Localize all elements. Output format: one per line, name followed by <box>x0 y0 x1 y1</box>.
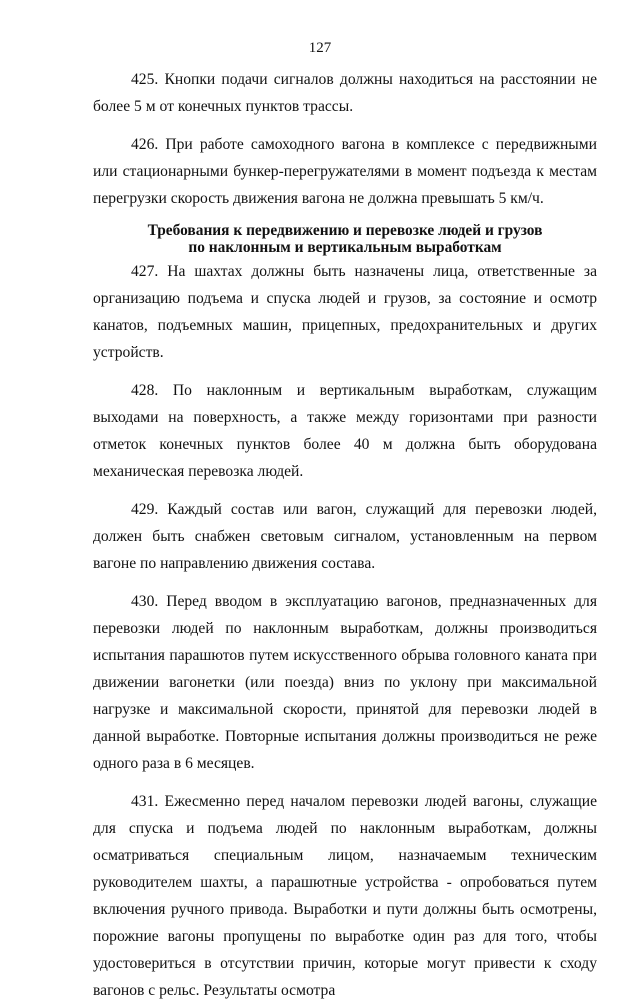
document-body <box>93 66 597 1004</box>
paragraph-427: 427. На шахтах должны быть назначены лица, ответственные за организацию подъема и спуска людей и грузов, за состояние и осмотр канатов, подъемных машин, прицепных, предохранительных и других устройств. <box>93 263 597 361</box>
paragraph-431: 431. Ежесменно перед началом перевозки людей вагоны, служащие для спуска и подъема людей по наклонным выработкам, должны осматриваться специальным лицом, назначаемым техническим руководителем шахты, а парашютные устройства - опробоваться путем включения ручного привода. Выработки и пути должны быть осмотрены, порожние вагоны пропущены по выработке один раз для того, чтобы удостовериться в отсутствии причин, которые могут привести к сходу вагонов с рельс. Результаты осмотра <box>93 793 597 999</box>
paragraph-430: 430. Перед вводом в эксплуатацию вагонов, предназначенных для перевозки людей по наклонным выработкам, должны производиться испытания парашютов путем искусственного обрыва головного каната при движении вагонетки (или поезда) вниз по уклону при максимальной нагрузке и максимальной скорости, принятой для перевозки людей в данной выработке. Повторные испытания должны производиться не реже одного раза в 6 месяцев. <box>93 593 597 772</box>
paragraph-425: 425. Кнопки подачи сигналов должны находиться на расстоянии не более 5 м от конечных пунктов трассы. <box>93 71 597 115</box>
paragraph-429: 429. Каждый состав или вагон, служащий для перевозки людей, должен быть снабжен световым сигналом, установленным на первом вагоне по направлению движения состава. <box>93 501 597 572</box>
page-number: 127 <box>308 40 332 56</box>
section-heading <box>93 222 597 256</box>
paragraph-426: 426. При работе самоходного вагона в комплексе с передвижными или стационарными бункер-перегружателями в момент подъезда к местам перегрузки скорость движения вагона не должна превышать 5 км/ч. <box>93 136 597 207</box>
section-heading-line-1: Требования к передвижению и перевозке людей и грузов <box>147 222 543 239</box>
paragraph-428: 428. По наклонным и вертикальным выработкам, служащим выходами на поверхность, а также между горизонтами при разности отметок конечных пунктов более 40 м должна быть оборудована механическая перевозка людей. <box>93 382 597 480</box>
section-heading-line-2: по наклонным и вертикальным выработкам <box>188 239 502 256</box>
